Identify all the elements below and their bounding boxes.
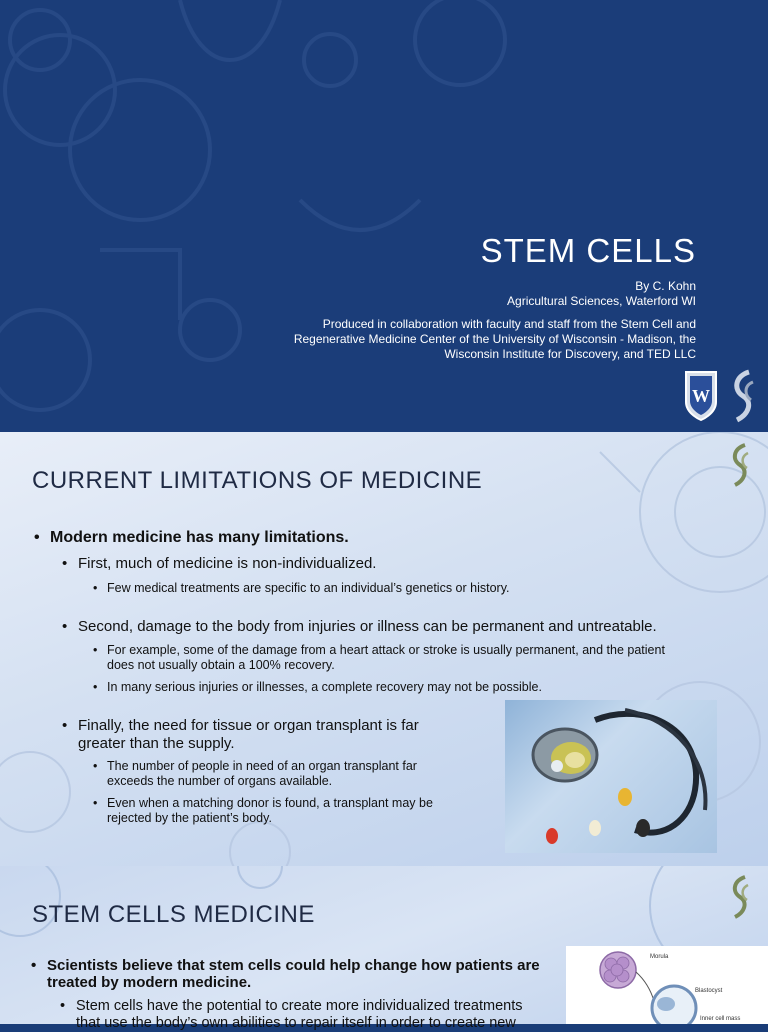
affiliation: Agricultural Sciences, Waterford WI xyxy=(507,294,696,308)
bullet-text-line: Stem cells have the potential to create more individualized treatments xyxy=(76,998,523,1014)
bullet-text: In many serious injuries or illnesses, a complete recovery may not be possible. xyxy=(107,680,542,694)
bullet-text: Modern medicine has many limitations. xyxy=(50,529,349,546)
bullet-text-line: Scientists believe that stem cells could help change how patients are xyxy=(47,957,540,974)
bullet-second-sub-2 xyxy=(93,680,542,694)
bullet-dot: • xyxy=(62,618,68,635)
credits-line-2: Regenerative Medicine Center of the University of Wisconsin - Madison, the xyxy=(293,332,696,346)
bullet-sub xyxy=(60,998,523,1032)
bullet-main xyxy=(34,529,349,547)
bullet-first xyxy=(62,555,377,572)
bullet-main xyxy=(31,957,540,991)
label-morula: Morula xyxy=(650,954,669,960)
bullet-text: Few medical treatments are specific to an individual’s genetics or history. xyxy=(107,581,510,595)
bullet-dot: • xyxy=(60,998,66,1014)
bullet-text-line: treated by modern medicine. xyxy=(47,974,252,991)
bullet-finally-sub-1 xyxy=(93,759,417,789)
stem-cell-center-logo xyxy=(727,368,763,424)
crest-letter: W xyxy=(692,386,710,406)
bullet-dot: • xyxy=(93,796,98,810)
bullet-dot: • xyxy=(62,717,68,734)
bullet-dot: • xyxy=(62,555,68,572)
bullet-text-line: Even when a matching donor is found, a transplant may be xyxy=(107,796,433,810)
label-blastocyst: Blastocyst xyxy=(695,988,723,994)
bullet-text-line: rejected by the patient’s body. xyxy=(107,811,272,825)
bullet-dot: • xyxy=(93,759,98,773)
bullet-text-line: Finally, the need for tissue or organ transplant is far xyxy=(78,717,419,734)
bullet-text-line: greater than the supply. xyxy=(78,735,235,752)
credits-line-3: Wisconsin Institute for Discovery, and TED LLC xyxy=(444,347,696,361)
bullet-second-sub-1 xyxy=(93,643,665,673)
bullet-dot: • xyxy=(34,529,40,546)
credits-line-1: Produced in collaboration with faculty and staff from the Stem Cell and xyxy=(322,317,696,331)
slide-title: STEM CELLS MEDICINE xyxy=(32,901,315,928)
bullet-second xyxy=(62,618,657,635)
bullet-text: Second, damage to the body from injuries or illness can be permanent and untreatable. xyxy=(78,618,657,635)
bullet-text: First, much of medicine is non-individualized. xyxy=(78,555,377,572)
bullet-text-line: does not usually obtain a 100% recovery. xyxy=(107,658,335,672)
bullet-finally xyxy=(62,717,419,753)
author-block xyxy=(276,279,696,309)
stem-cell-center-logo xyxy=(727,442,757,488)
slide-title: STEM CELLS xyxy=(480,232,696,269)
bullet-dot: • xyxy=(31,957,37,974)
author: By C. Kohn xyxy=(635,279,696,293)
bullet-finally-sub-2 xyxy=(93,796,433,826)
background-pattern xyxy=(0,0,768,432)
bullet-text-line: For example, some of the damage from a heart attack or stroke is usually permanent, and the patient xyxy=(107,643,665,657)
credits-block xyxy=(246,317,696,362)
slide-title: CURRENT LIMITATIONS OF MEDICINE xyxy=(32,467,483,494)
bullet-dot: • xyxy=(93,643,98,657)
stem-cell-center-logo xyxy=(727,874,757,920)
university-crest-logo xyxy=(683,368,719,422)
bullet-dot: • xyxy=(93,581,98,595)
stethoscope-illustration xyxy=(505,700,717,853)
embryo-development-diagram xyxy=(566,946,768,1024)
label-inner-cell-mass: Inner cell mass xyxy=(700,1016,741,1022)
bullet-text-line: exceeds the number of organs available. xyxy=(107,774,333,788)
stethoscope-pills-photo xyxy=(505,700,717,853)
bullet-dot: • xyxy=(93,680,98,694)
bullet-text-line: that use the body’s own abilities to repair itself in order to create new xyxy=(76,1015,516,1031)
bullet-text-line: The number of people in need of an organ transplant far xyxy=(107,759,417,773)
bullet-first-sub xyxy=(93,581,510,595)
title-slide xyxy=(0,0,768,432)
